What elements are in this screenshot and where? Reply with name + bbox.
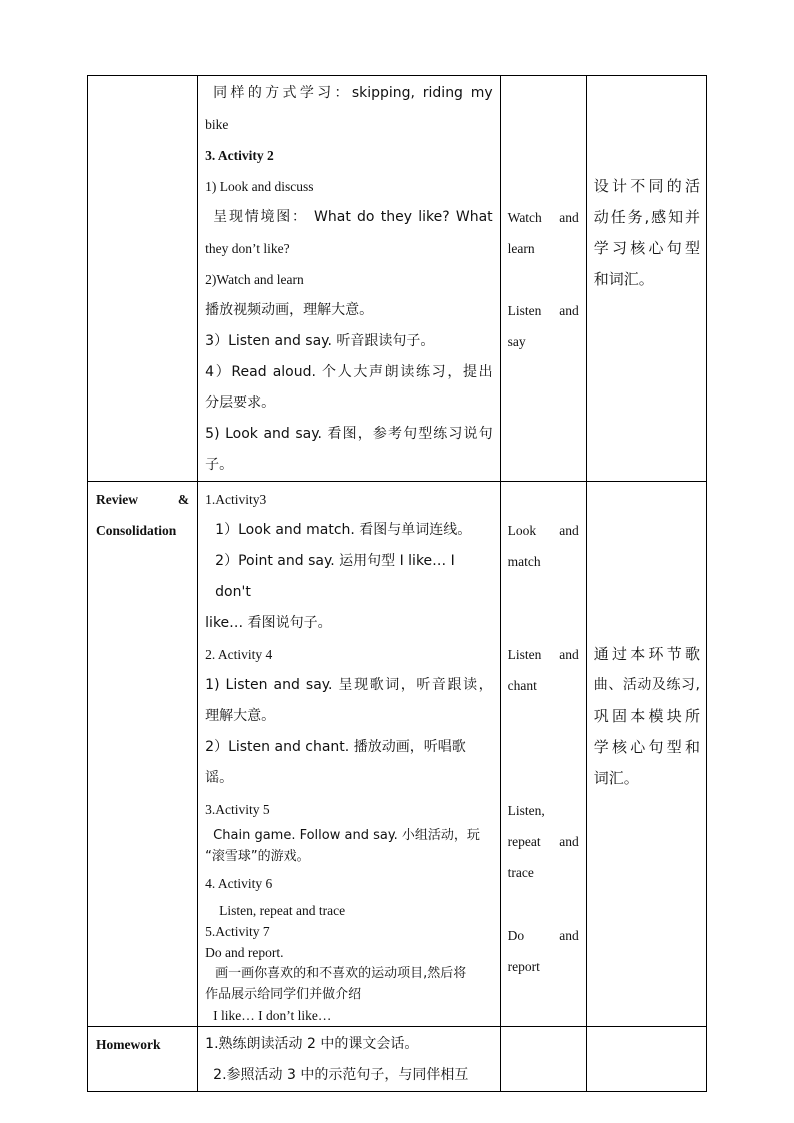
stage-label: Consolidation [96,523,177,538]
text-line: repeat and [507,834,579,849]
text-line: report [507,959,540,974]
text-line: 2）Point and say. 运用句型 I like… I don't [215,553,455,600]
text-line: Listen and [507,647,579,662]
table-row [88,482,707,1027]
text-line: Listen, repeat and trace [219,903,346,918]
text-line: match [507,554,541,569]
text-line: 2）Listen and chant. 播放动画，听唱歌谣。 [205,739,466,786]
activity-heading: 2. Activity 4 [205,647,273,662]
text-line: 学习核心句型 [593,239,700,257]
text-line: 2.参照活动 3 中的示范句子，与同伴相互 [213,1067,469,1083]
text-line: 理解大意。 [205,708,276,724]
text-line: 和词汇。 [593,270,654,288]
lesson-plan-table [87,75,707,1092]
text-line: 5) Look and say. 看图，参考句型练习说句 [205,426,493,442]
text-line: 2)Watch and learn [205,272,304,287]
stage-label: Homework [96,1037,161,1052]
text-line: Watch and [507,210,579,225]
activity-heading: 1.Activity3 [205,492,267,507]
text-line: 设计不同的活 [593,177,700,195]
purpose-cell [586,482,706,1027]
text-line: 曲、活动及练习, [593,677,700,693]
text-line: like… 看图说句子。 [205,615,332,631]
text-line: Listen, [507,803,545,818]
text-line: 词汇。 [593,769,639,787]
text-line: Listen and [507,303,579,318]
text-line: 呈现情境图： What do they like? What [213,209,493,225]
purpose-cell [586,1027,706,1092]
method-cell [500,1027,586,1092]
text-line: 播放视频动画，理解大意。 [205,302,374,318]
text-line: 学核心句型和 [593,738,700,756]
text-line: Chain game. Follow and say. 小组活动，玩 [213,828,480,843]
text-line: learn [507,241,535,256]
activity-heading: 5.Activity 7 [205,924,270,939]
activity-heading: 3. Activity 2 [205,148,274,163]
text-line: 1) Listen and say. 呈现歌词，听音跟读， [205,677,493,693]
method-cell [500,482,586,1027]
text-line: 同样的方式学习：skipping, riding my [213,85,493,101]
text-line: 1.熟练朗读活动 2 中的课文会话。 [205,1036,419,1052]
text-line: Do and report. [205,945,284,960]
text-line: I like… I don’t like… [213,1008,332,1023]
text-line: 巩固本模块所 [593,707,700,725]
text-line: “滚雪球”的游戏。 [205,849,310,864]
text-line: bike [205,117,229,132]
activity-heading: 4. Activity 6 [205,876,273,891]
table-row [88,76,707,482]
text-line: 3）Listen and say. 听音跟读句子。 [205,333,435,349]
text-line: 画一画你喜欢的和不喜欢的运动项目,然后将 [215,966,467,981]
table-row [88,1027,707,1092]
method-cell [500,76,586,482]
stage-label: & [177,492,190,507]
purpose-cell [586,76,706,482]
process-cell [198,482,500,1027]
text-line: 动任务,感知并 [593,208,700,226]
stage-cell [88,76,198,482]
process-cell [198,76,500,482]
text-line: Do and [507,928,579,943]
stage-cell [88,1027,198,1092]
text-line: 通过本环节歌 [593,645,700,663]
text-line: trace [507,865,534,880]
activity-heading: 3.Activity 5 [205,802,270,817]
text-line: say [507,334,526,349]
text-line: 4）Read aloud. 个人大声朗读练习，提出 [205,364,493,380]
text-line: they don’t like? [205,241,290,256]
stage-label: Review [96,492,138,507]
text-line: 1）Look and match. 看图与单词连线。 [215,522,472,538]
text-line: Look and [507,523,579,538]
text-line: 子。 [205,457,234,473]
process-cell [198,1027,500,1092]
text-line: 作品展示给同学们并做介绍 [205,987,362,1002]
text-line: 分层要求。 [205,395,276,411]
text-line: chant [507,678,537,693]
stage-cell [88,482,198,1027]
text-line: 1) Look and discuss [205,179,314,194]
